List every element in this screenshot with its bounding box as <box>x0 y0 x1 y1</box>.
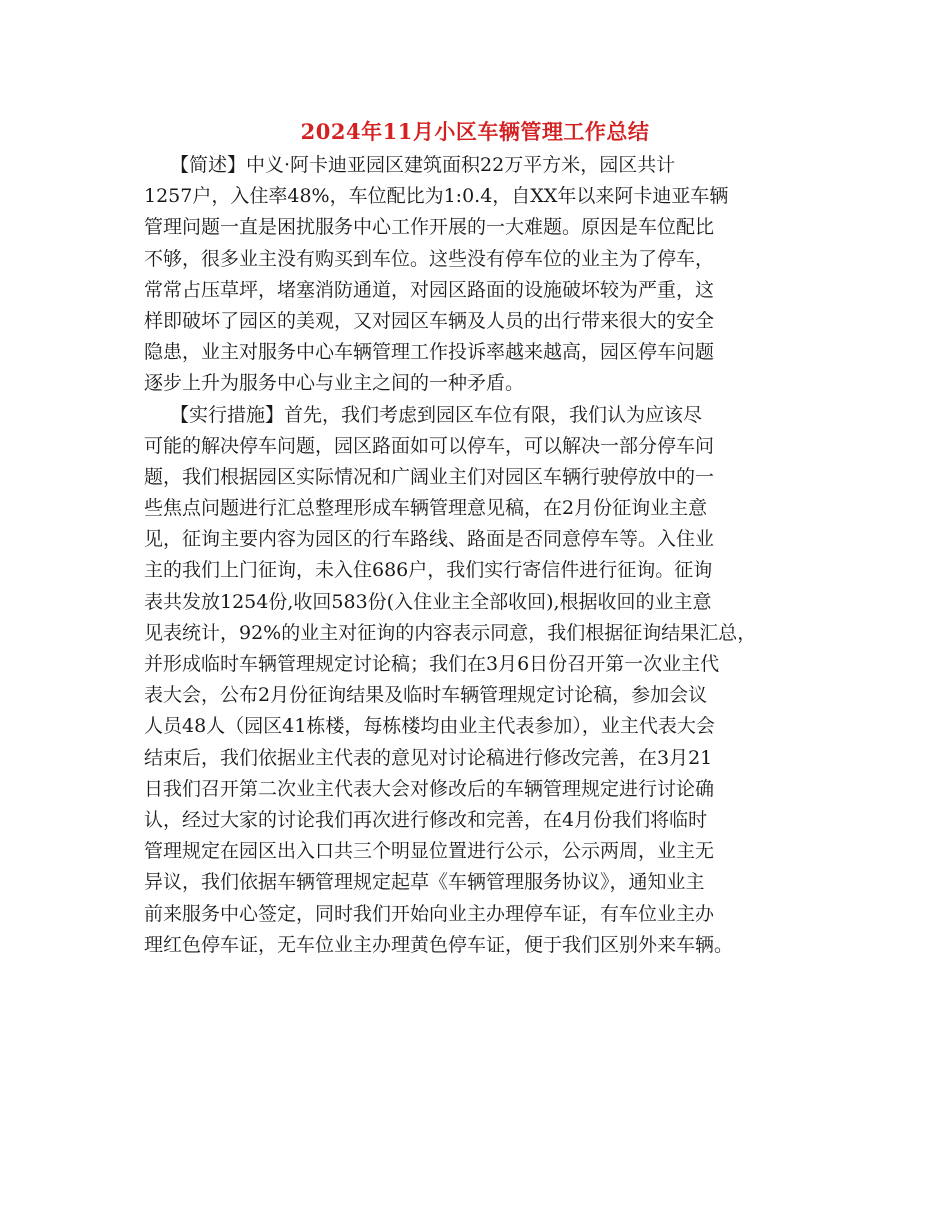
paragraph-2-line: 理红色停车证，无车位业主办理黄色停车证，便于我们区别外来车辆。 <box>144 933 734 956</box>
paragraph-2-line: 认，经过大家的讨论我们再次进行修改和完善，在4月份我们将临时 <box>144 808 708 831</box>
paragraph-2-line: 结束后，我们依据业主代表的意见对讨论稿进行修改完善，在3月21 <box>144 746 713 769</box>
paragraph-2-line: 见，征询主要内容为园区的行车路线、路面是否同意停车等。入住业 <box>144 528 715 551</box>
paragraph-1-line: 样即破坏了园区的美观，又对园区车辆及人员的出行带来很大的安全 <box>144 309 715 332</box>
paragraph-1-line: 不够，很多业主没有购买到车位。这些没有停车位的业主为了停车， <box>144 247 715 270</box>
paragraph-1-line: 管理问题一直是困扰服务中心工作开展的一大难题。原因是车位配比 <box>144 216 715 239</box>
paragraph-2-line: 见表统计，92%的业主对征询的内容表示同意，我们根据征询结果汇总， <box>144 621 757 644</box>
paragraph-2-line: 主的我们上门征询，未入住686户，我们实行寄信件进行征询。征询 <box>144 559 713 582</box>
document-body <box>144 150 812 961</box>
paragraph-2-line: 表大会，公布2月份征询结果及临时车辆管理规定讨论稿，参加会议 <box>144 684 708 707</box>
paragraph-2-line: 题，我们根据园区实际情况和广阔业主们对园区车辆行驶停放中的一 <box>144 465 715 488</box>
paragraph-2-line: 【实行措施】首先，我们考虑到园区车位有限，我们认为应该尽 <box>170 403 703 426</box>
paragraph-2-line: 并形成临时车辆管理规定讨论稿；我们在3月6日份召开第一次业主代 <box>144 653 720 675</box>
paragraph-2-line: 表共发放1254份,收回583份(入住业主全部收回),根据收回的业主意 <box>144 590 712 613</box>
paragraph-2-line: 可能的解决停车问题，园区路面如可以停车，可以解决一部分停车问 <box>144 434 715 457</box>
paragraph-1-line: 【简述】中义·阿卡迪亚园区建筑面积22万平方米，园区共计 <box>170 154 676 176</box>
paragraph-1-line: 常常占压草坪，堵塞消防通道，对园区路面的设施破坏较为严重，这 <box>144 278 715 301</box>
document-title: 2024年11月小区车辆管理工作总结 <box>300 119 650 144</box>
paragraph-2-line: 异议，我们依据车辆管理规定起草《车辆管理服务协议》，通知业主 <box>144 871 705 894</box>
paragraph-1-line: 逐步上升为服务中心与业主之间的一种矛盾。 <box>144 372 525 395</box>
paragraph-2-line: 些焦点问题进行汇总整理形成车辆管理意见稿，在2月份征询业主意 <box>144 497 708 520</box>
paragraph-1-line: 1257户，入住率48%，车位配比为1:0.4，自XX年以来阿卡迪亚车辆 <box>144 185 729 208</box>
paragraph-2-line: 前来服务中心签定，同时我们开始向业主办理停车证，有车位业主办 <box>144 902 715 925</box>
paragraph-2-line: 管理规定在园区出入口共三个明显位置进行公示，公示两周，业主无 <box>144 840 715 863</box>
paragraph-2-line: 人员48人（园区41栋楼，每栋楼均由业主代表参加），业主代表大会 <box>144 715 715 738</box>
paragraph-2-line: 日我们召开第二次业主代表大会对修改后的车辆管理规定进行讨论确 <box>144 777 715 800</box>
paragraph-1-line: 隐患，业主对服务中心车辆管理工作投诉率越来越高，园区停车问题 <box>144 341 715 364</box>
